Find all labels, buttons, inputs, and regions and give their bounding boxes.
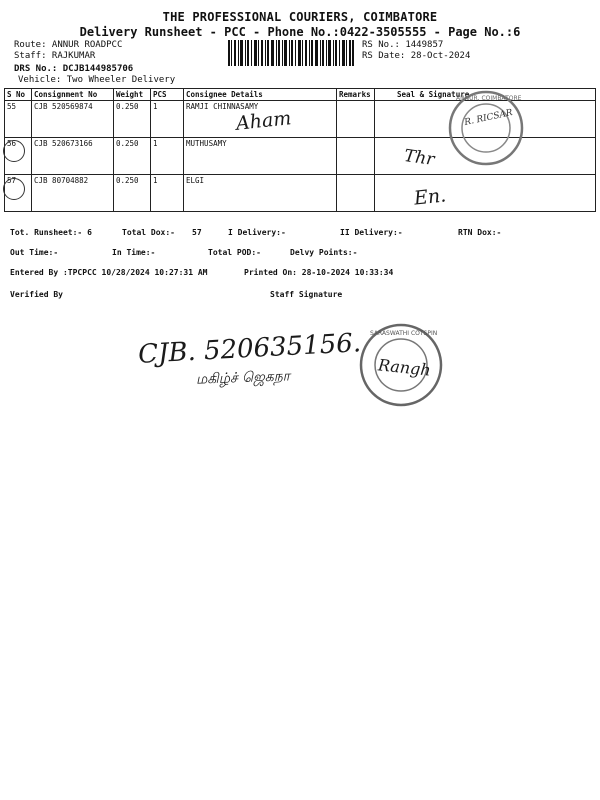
- total-pod: Total POD:-: [208, 248, 261, 257]
- remarks: [337, 138, 375, 175]
- consignee-details: RAMJI CHINNASAMY: [184, 101, 337, 138]
- seal-signature: [375, 175, 596, 212]
- signature-row-57: En.: [412, 184, 448, 210]
- serial-number: 56: [5, 138, 32, 175]
- signature-bottom: Rangh: [377, 355, 432, 380]
- column-header: Seal & Signature: [375, 89, 596, 101]
- handdrawn-circle: [3, 140, 25, 162]
- in-time: In Time:-: [112, 248, 156, 257]
- column-header: Weight: [114, 89, 151, 101]
- serial-number: 57: [5, 175, 32, 212]
- column-header: Consignment No: [32, 89, 114, 101]
- serial-number: 55: [5, 101, 32, 138]
- company-stamp: [446, 88, 526, 168]
- staff-signature: Staff Signature: [270, 290, 343, 299]
- remarks: [337, 175, 375, 212]
- printed-on: Printed On: 28-10-2024 10:33:34: [244, 268, 394, 277]
- handwritten-tamil-note: மகிழ்ச் ஜெகநா: [195, 368, 291, 388]
- remarks: [337, 101, 375, 138]
- rs-number: RS No.: 1449857: [362, 40, 444, 50]
- signature-row-56: Thr: [402, 145, 436, 171]
- consignment-number: CJB 520569874: [32, 101, 114, 138]
- weight: 0.250: [114, 138, 151, 175]
- handwritten-consignment-note: CJB. 520635156.: [137, 328, 362, 370]
- column-header: PCS: [151, 89, 184, 101]
- runsheet-subtitle: Delivery Runsheet - PCC - Phone No.:0422-3505555 - Page No.:6: [79, 25, 521, 39]
- ii-delivery: II Delivery:-: [340, 228, 403, 237]
- weight: 0.250: [114, 175, 151, 212]
- entered-by: Entered By :TPCPCC 10/28/2024 10:27:31 AM: [10, 268, 208, 277]
- stamp-center-text: R. RICSAR: [463, 107, 514, 129]
- vehicle-label: Vehicle: Two Wheeler Delivery: [18, 75, 176, 85]
- column-header: S No: [5, 89, 32, 101]
- column-header: Consignee Details: [184, 89, 337, 101]
- total-dox-value: 57: [192, 228, 202, 237]
- stamp-top-text: ANNUR, COIMBATORE: [456, 95, 522, 102]
- delvy-points: Delvy Points:-: [290, 248, 358, 257]
- consignee-details: ELGI: [184, 175, 337, 212]
- rs-date: RS Date: 28-Oct-2024: [362, 51, 471, 61]
- pcs: 1: [151, 101, 184, 138]
- consignment-number: CJB 520673166: [32, 138, 114, 175]
- handdrawn-circle: [3, 178, 25, 200]
- pcs: 1: [151, 138, 184, 175]
- table-row: [5, 175, 596, 212]
- staff-label: Staff: RAJKUMAR: [14, 51, 96, 61]
- signature-row-55: Aham: [235, 107, 293, 135]
- receiver-stamp-text: SARASWATHI COTSPIN: [370, 330, 438, 337]
- rtn-dox: RTN Dox:-: [458, 228, 502, 237]
- pcs: 1: [151, 175, 184, 212]
- column-header: Remarks: [337, 89, 375, 101]
- total-dox-label: Total Dox:-: [122, 228, 175, 237]
- consignee-details: MUTHUSAMY: [184, 138, 337, 175]
- barcode: [228, 40, 354, 66]
- tot-runsheet: Tot. Runsheet:- 6: [10, 228, 92, 237]
- i-delivery: I Delivery:-: [228, 228, 286, 237]
- drs-number: DRS No.: DCJB144985706: [14, 64, 134, 74]
- out-time: Out Time:-: [10, 248, 59, 257]
- route-label: Route: ANNUR ROADPCC: [14, 40, 123, 50]
- page-title: THE PROFESSIONAL COURIERS, COIMBATORE: [162, 10, 438, 24]
- weight: 0.250: [114, 101, 151, 138]
- consignment-number: CJB 80704882: [32, 175, 114, 212]
- verified-by: Verified By: [10, 290, 63, 299]
